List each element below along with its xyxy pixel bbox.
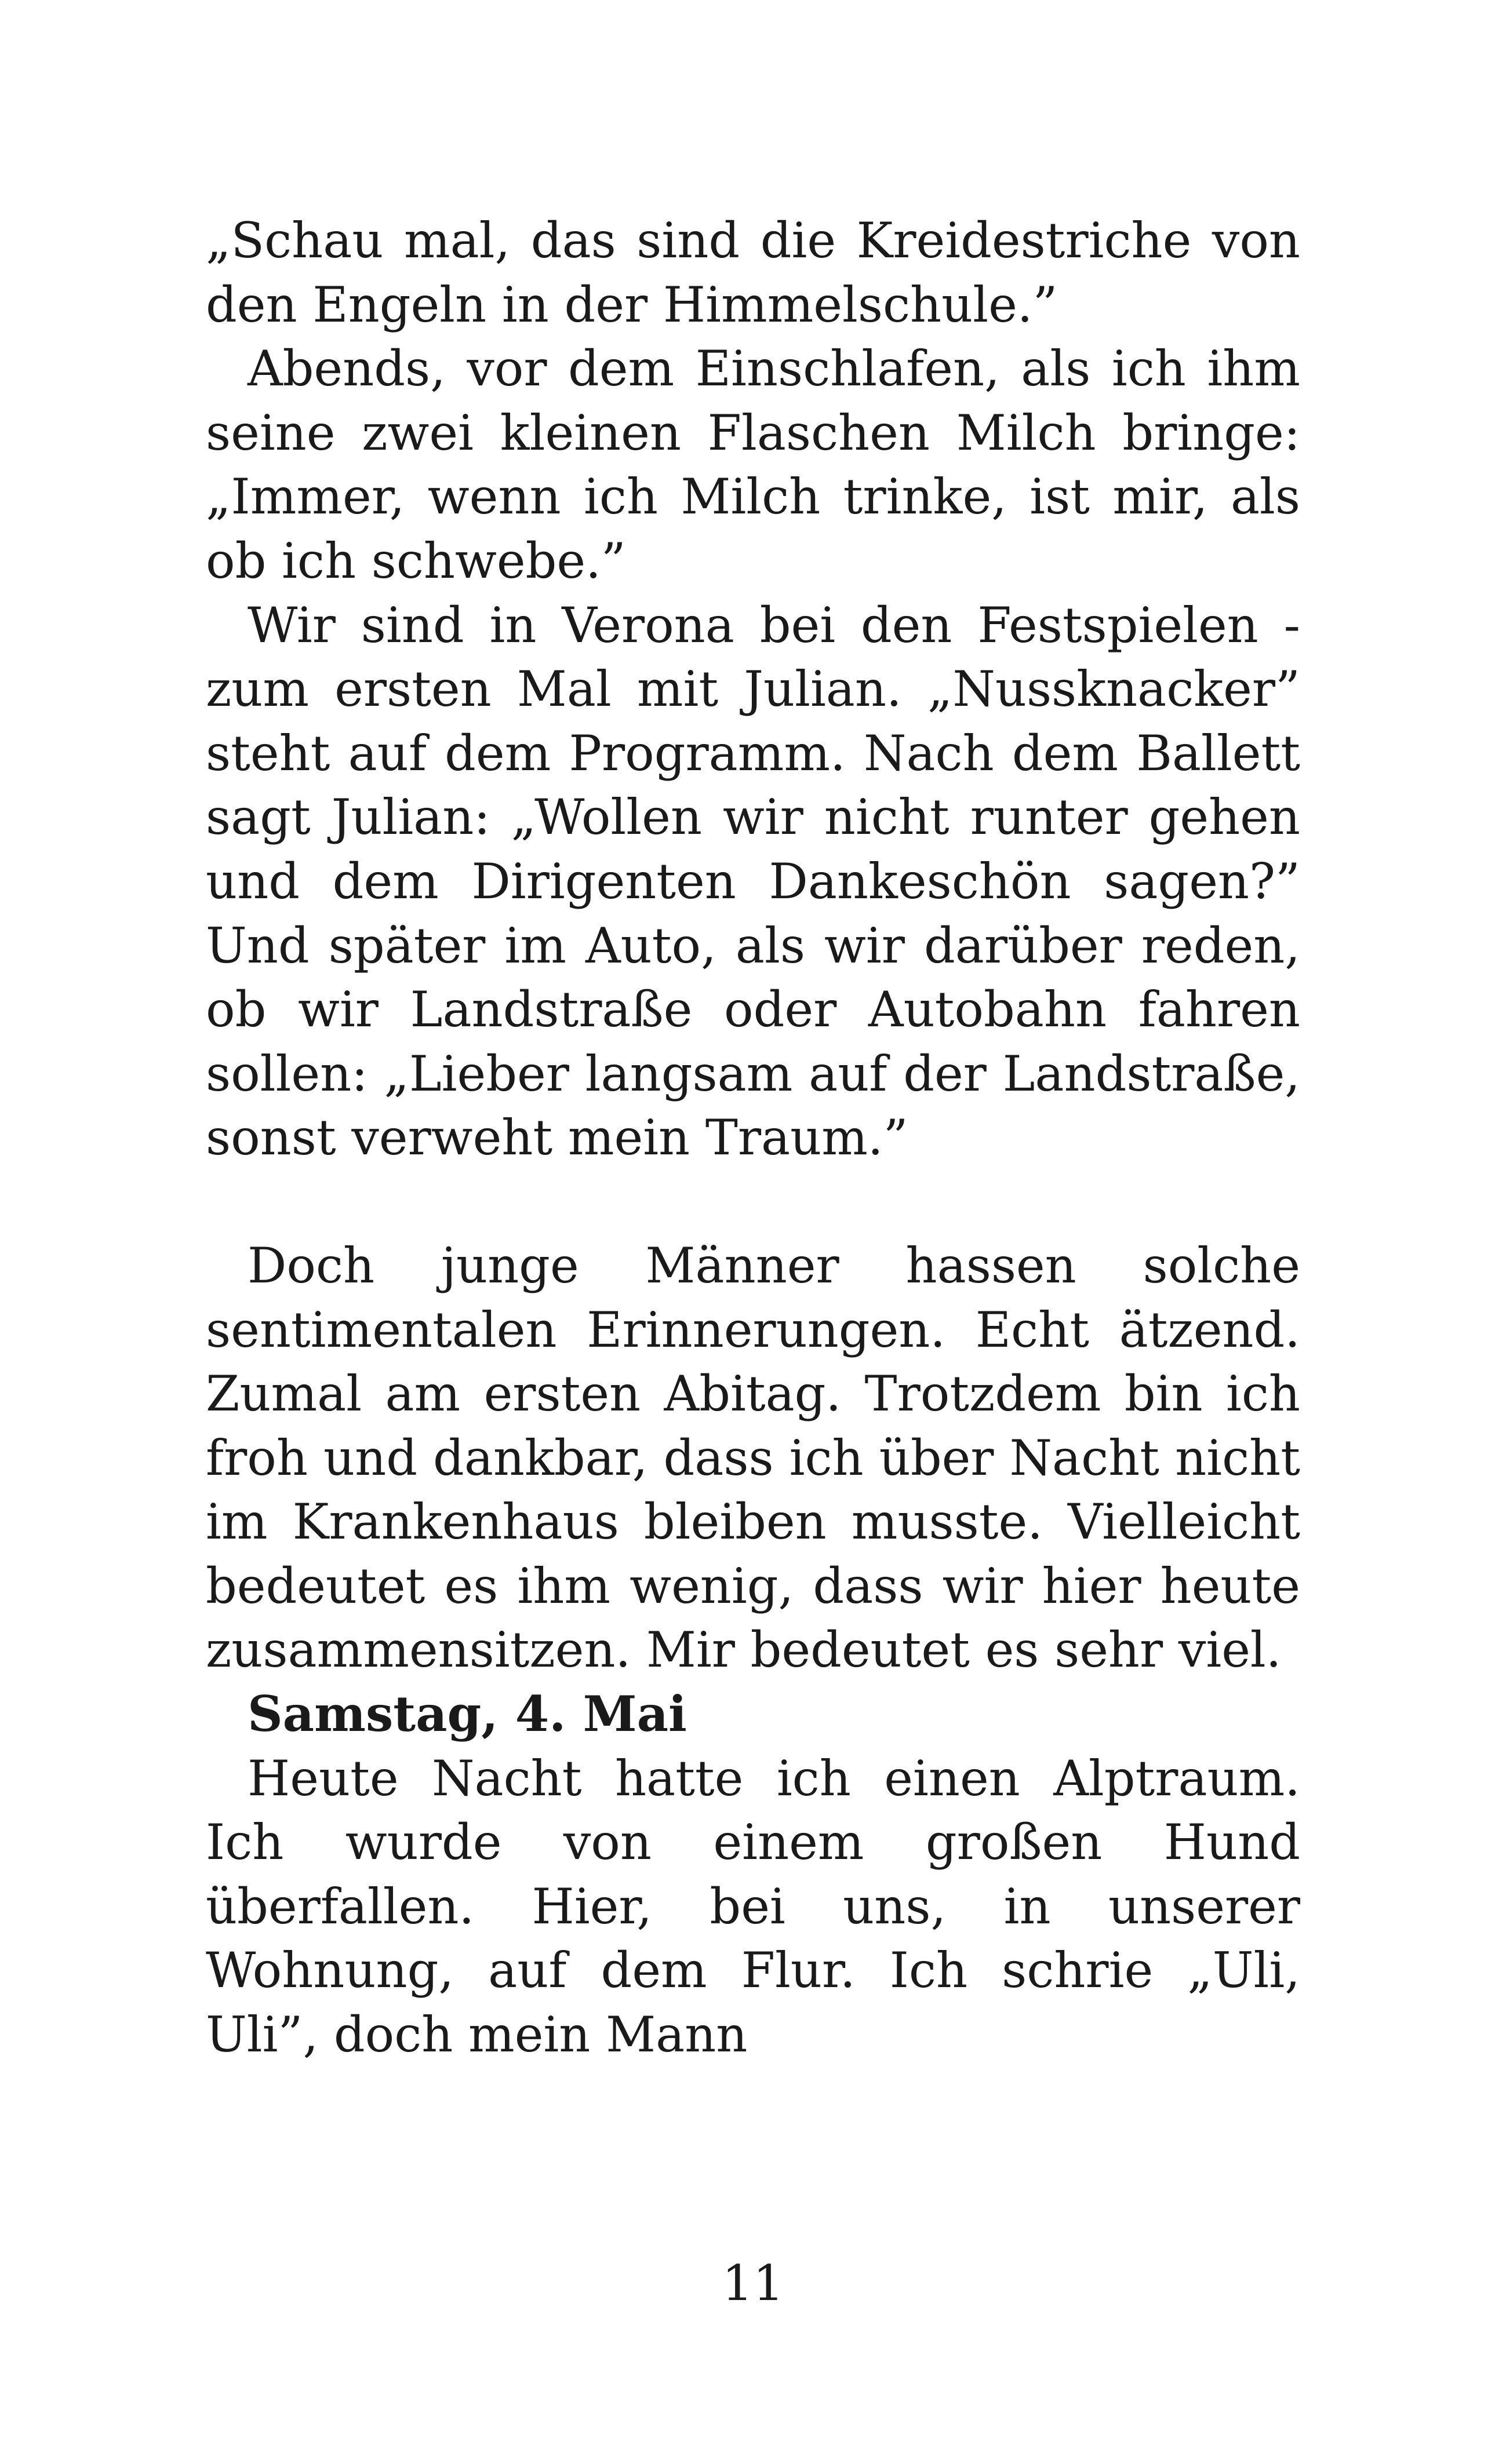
paragraph-himmelschule: „Schau mal, das sind die Kreidestriche von den Engeln in der Himmelschule.”: [206, 212, 1300, 333]
paragraph-milch: Abends, vor dem Einschlafen, als ich ihm seine zwei kleinen Flaschen Milch bringe: „Immer, wenn ich Milch trinke, ist mir, als ob ich schwebe.”: [206, 340, 1300, 589]
paragraph-erinnerungen: Doch junge Männer hassen solche sentimentalen Erinnerungen. Echt ätzend. Zumal am ersten Abitag. Trotzdem bin ich froh und dankbar, dass ich über Nacht nicht im Krankenhaus bleiben musste. Vielleicht bedeutet es ihm wenig, dass wir hier heute zusammensitzen. Mir bedeutet es sehr viel.: [206, 1237, 1300, 1679]
page-body: [206, 209, 1300, 2067]
paragraph-verona: Wir sind in Verona bei den Festspielen - zum ersten Mal mit Julian. „Nussknacker” steht auf dem Programm. Nach dem Ballett sagt Julian: „Wollen wir nicht runter gehen und dem Dirigenten Dankeschön sagen?” Und später im Auto, als wir darüber reden, ob wir Landstraße oder Autobahn fahren sollen: „Lieber langsam auf der Landstraße, sonst verweht mein Traum.”: [206, 596, 1300, 1167]
entry-heading: Samstag, 4. Mai: [248, 1685, 687, 1743]
page-number: 11: [722, 2255, 784, 2312]
entry-text: Heute Nacht hatte ich einen Alptraum. Ich wurde von einem großen Hund überfallen. Hier, bei uns, in unserer Wohnung, auf dem Flur. Ich schrie „Uli, Uli”, doch mein Mann: [206, 1749, 1300, 2064]
